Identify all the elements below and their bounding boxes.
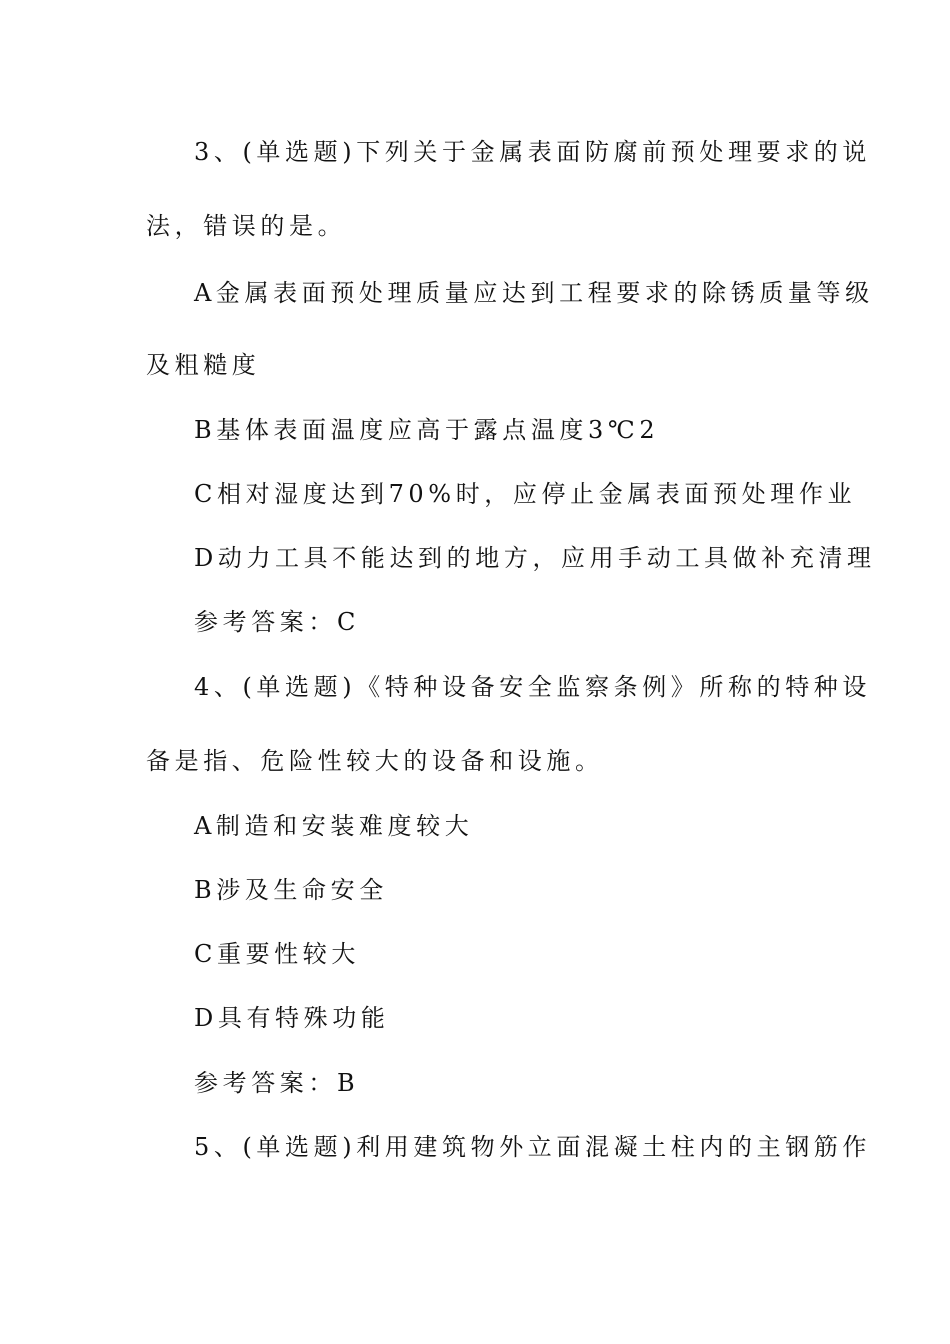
question-4-stem-line1: 4、(单选题)《特种设备安全监察条例》所称的特种设 xyxy=(194,673,871,701)
question-3-stem-line2: 法，错误的是。 xyxy=(146,212,347,240)
question-4-stem-line2: 备是指、危险性较大的设备和设施。 xyxy=(146,747,604,775)
question-4-option-c: C重要性较大 xyxy=(194,940,360,968)
question-4-answer: 参考答案：B xyxy=(194,1069,360,1097)
question-4-option-d: D具有特殊功能 xyxy=(194,1004,390,1032)
question-3-option-a-line1: A金属表面预处理质量应达到工程要求的除锈质量等级 xyxy=(194,279,874,307)
question-3-option-a-line2: 及粗糙度 xyxy=(146,351,261,379)
question-3-answer: 参考答案：C xyxy=(194,608,360,636)
question-3-option-b: B基体表面温度应高于露点温度3℃2 xyxy=(194,416,660,444)
question-3-stem-line1: 3、(单选题)下列关于金属表面防腐前预处理要求的说 xyxy=(194,138,871,166)
question-5-stem-line1: 5、(单选题)利用建筑物外立面混凝土柱内的主钢筋作 xyxy=(194,1133,871,1161)
question-4-option-a: A制造和安装难度较大 xyxy=(194,812,474,840)
question-4-option-b: B涉及生命安全 xyxy=(194,876,388,904)
question-3-option-d: D动力工具不能达到的地方，应用手动工具做补充清理 xyxy=(194,544,876,572)
question-3-option-c: C相对湿度达到70%时，应停止金属表面预处理作业 xyxy=(194,480,857,508)
